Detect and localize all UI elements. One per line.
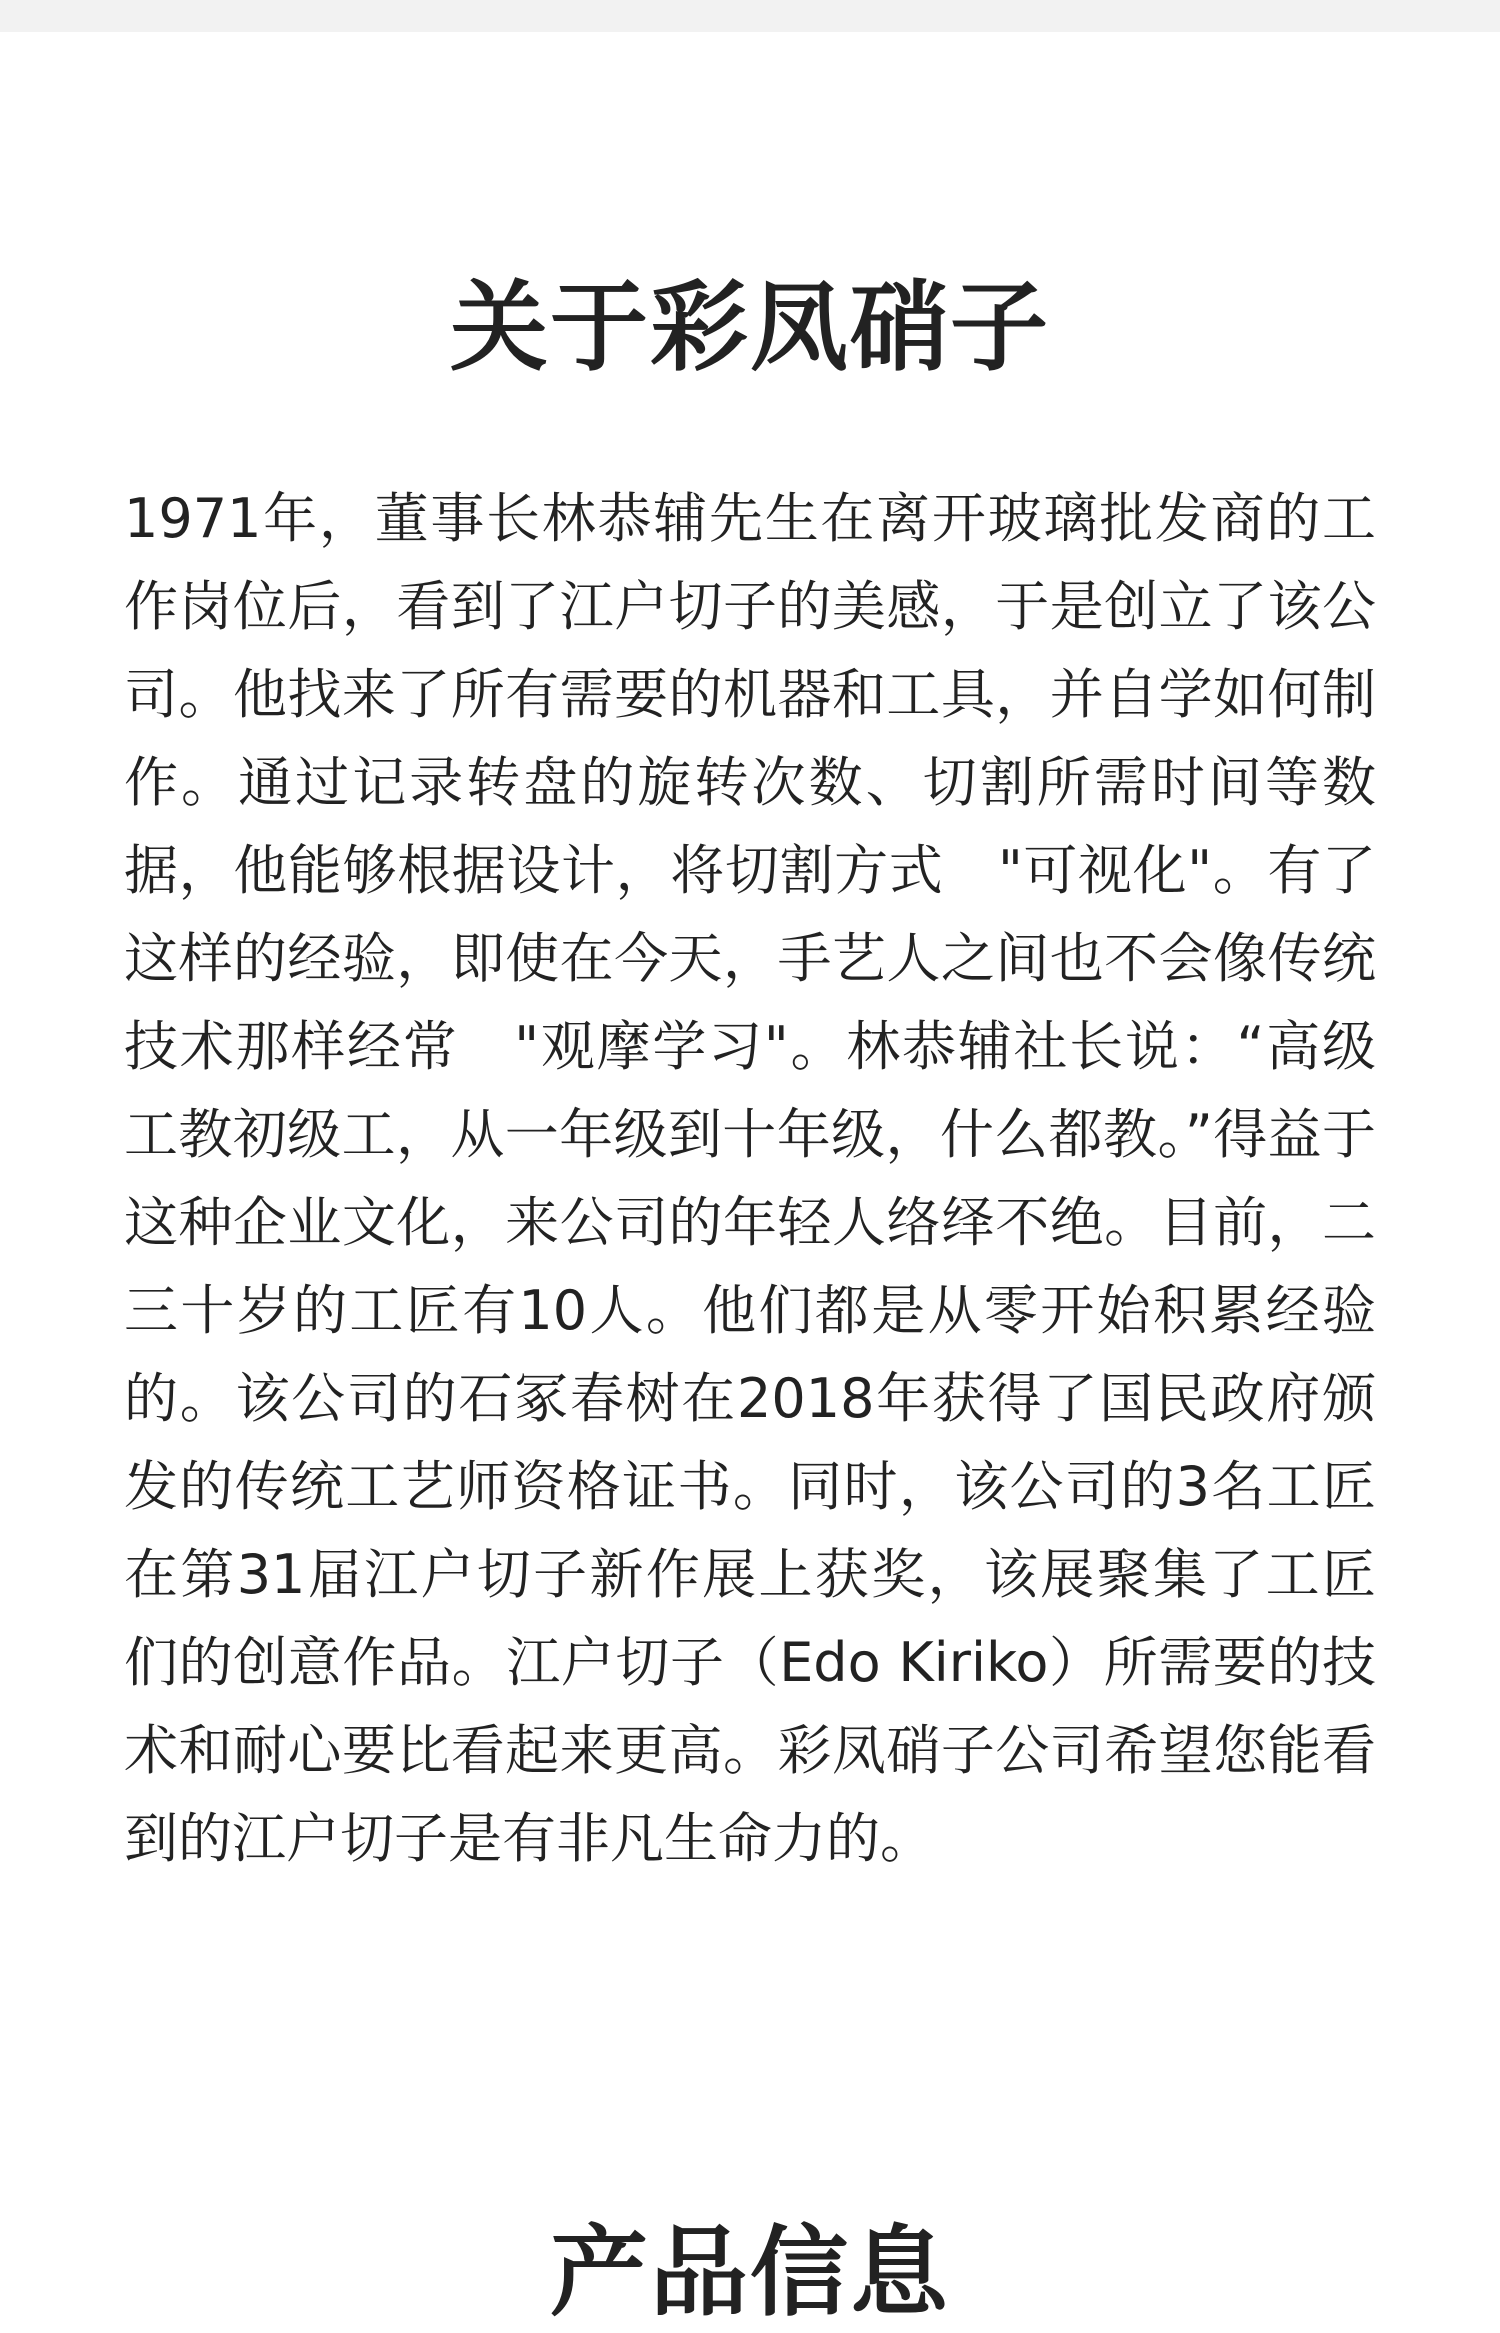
top-bar: [0, 0, 1500, 32]
product-info-title: 产品信息: [549, 2216, 950, 2330]
about-section-title: 关于彩凤硝子: [449, 271, 1050, 385]
about-body-text: 1971年，董事长林恭辅先生在离开玻璃批发商的工作岗位后，看到了江户切子的美感，于是创立了该公司。他找来了所有需要的机器和工具，并自学如何制作。通过记录转盘的旋转次数、切割所需时间等数据，他能够根据设计，将切割方式 "可视化"。有了这样的经验，即使在今天，手艺人之间也不会像传统技术那样经常 "观摩学习"。林恭辅社长说：“高级工教初级工，从一年级到十年级，什么都教。”得益于这种企业文化，来公司的年轻人络绎不绝。目前，二三十岁的工匠有10人。他们都是从零开始积累经验的。该公司的石冢春树在2018年获得了国民政府颁发的传统工艺师资格证书。同时，该公司的3名工匠在第31届江户切子新作展上获奖，该展聚集了工匠们的创意作品。江户切子（Edo Kiriko）所需要的技术和耐心要比看起来更高。彩凤硝子公司希望您能看到的江户切子是有非凡生命力的。: [124, 487, 1376, 1870]
